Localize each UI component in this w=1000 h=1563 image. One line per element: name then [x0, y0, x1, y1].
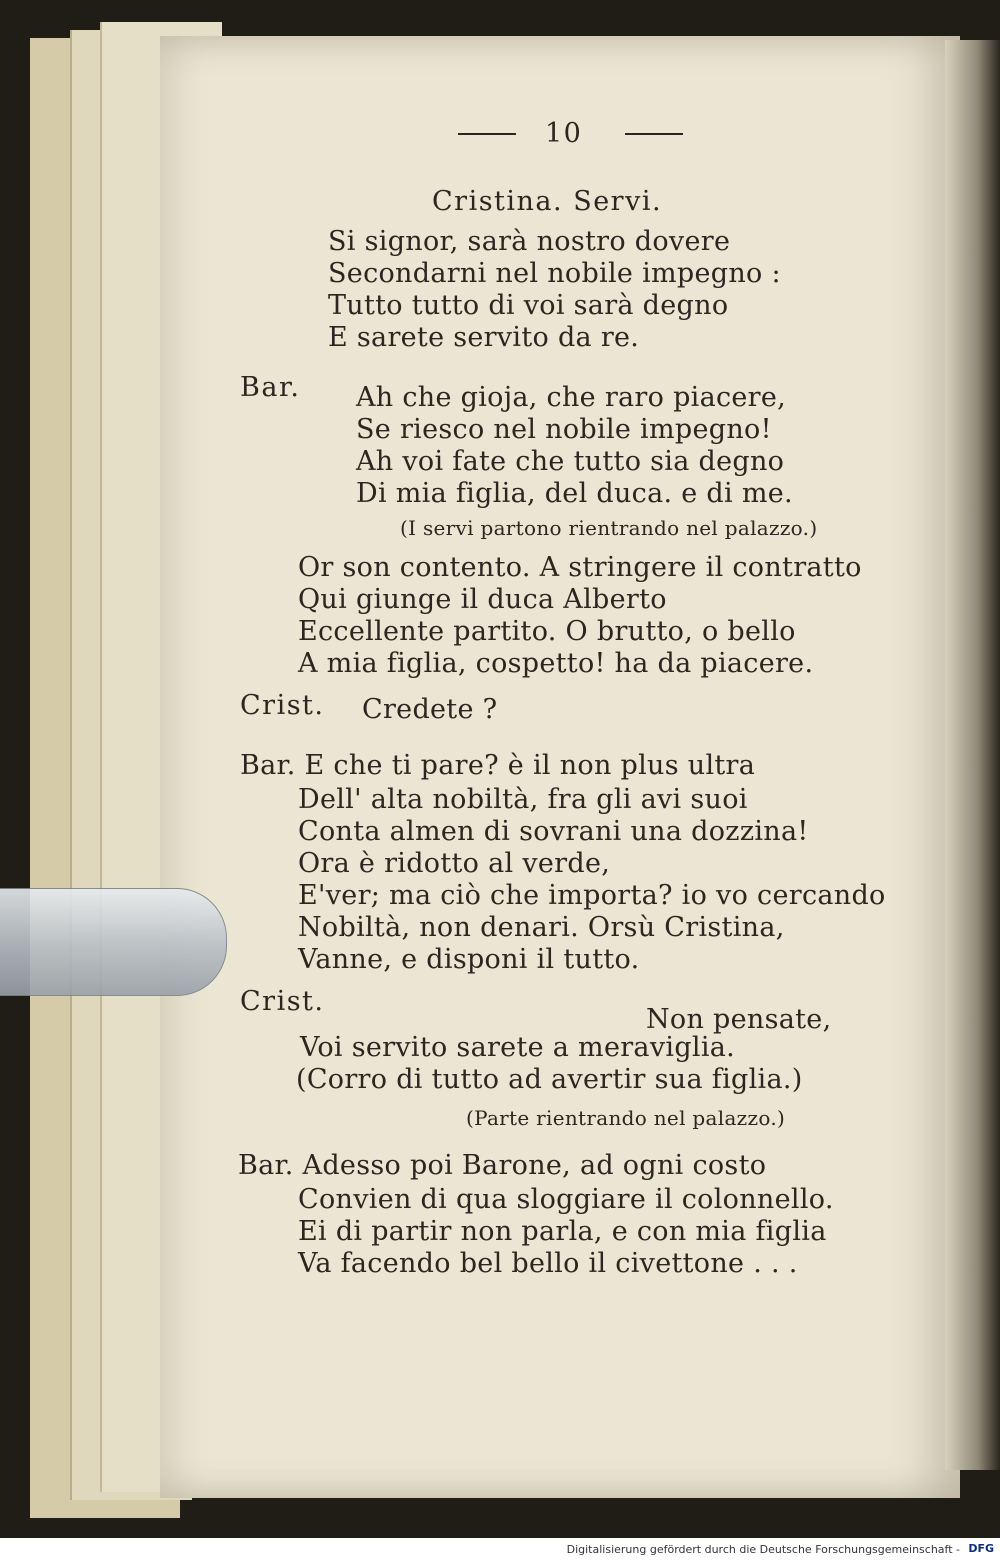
verse-line: E'ver; ma ciò che importa? io vo cercando: [298, 880, 886, 911]
verse-line: Ah voi fate che tutto sia degno: [356, 446, 785, 477]
verse-line: Non pensate,: [646, 1004, 832, 1035]
verse-line: Ei di partir non parla, e con mia figlia: [298, 1216, 827, 1247]
header-rule-left: [458, 133, 516, 135]
verse-line: Bar. Adesso poi Barone, ad ogni costo: [238, 1150, 767, 1181]
speaker-label: Crist.: [240, 986, 325, 1017]
stage-direction: (I servi partono rientrando nel palazzo.): [400, 516, 818, 540]
speaker-line: Cristina. Servi.: [432, 186, 663, 217]
verse-line: A mia figlia, cospetto! ha da piacere.: [298, 648, 814, 679]
header-rule-right: [625, 133, 683, 135]
verse-line: Vanne, e disponi il tutto.: [298, 944, 640, 975]
verse-line: Dell' alta nobiltà, fra gli avi suoi: [298, 784, 748, 815]
verse-line: Nobiltà, non denari. Orsù Cristina,: [298, 912, 785, 943]
verse-line: Qui giunge il duca Alberto: [298, 584, 667, 615]
verse-line: Di mia figlia, del duca. e di me.: [356, 478, 793, 509]
verse-line: Va facendo bel bello il civettone . . .: [298, 1248, 798, 1279]
footer-credit: Digitalisierung gefördert durch die Deutsche Forschungsgemeinschaft -: [566, 1543, 960, 1556]
verse-line: Ah che gioja, che raro piacere,: [356, 382, 787, 413]
verse-line: Tutto tutto di voi sarà degno: [328, 290, 729, 321]
verse-line: Si signor, sarà nostro dovere: [328, 226, 731, 257]
verse-line: Conta almen di sovrani una dozzina!: [298, 816, 809, 847]
verse-line: Secondarni nel nobile impegno :: [328, 258, 781, 289]
verse-line: Eccellente partito. O brutto, o bello: [298, 616, 796, 647]
verse-line: Se riesco nel nobile impegno!: [356, 414, 772, 445]
verse-line: Voi servito sarete a meraviglia.: [300, 1032, 736, 1063]
verse-line: Credete ?: [362, 694, 498, 725]
footer-bar: [0, 1538, 1000, 1563]
page-holder-clip: [0, 888, 227, 996]
stage-direction: (Parte rientrando nel palazzo.): [466, 1106, 786, 1130]
verse-line: Ora è ridotto al verde,: [298, 848, 611, 879]
verse-line: Or son contento. A stringere il contratto: [298, 552, 862, 583]
page-number: 10: [545, 118, 583, 149]
verse-line: Convien di qua sloggiare il colonnello.: [298, 1184, 834, 1215]
verse-line: E sarete servito da re.: [328, 322, 640, 353]
verse-line: (Corro di tutto ad avertir sua figlia.): [296, 1064, 803, 1095]
speaker-label: Crist.: [240, 690, 325, 721]
dfg-logo: DFG: [968, 1542, 994, 1555]
speaker-label: Bar.: [240, 372, 301, 403]
verse-line: Bar. E che ti pare? è il non plus ultra: [240, 750, 756, 781]
